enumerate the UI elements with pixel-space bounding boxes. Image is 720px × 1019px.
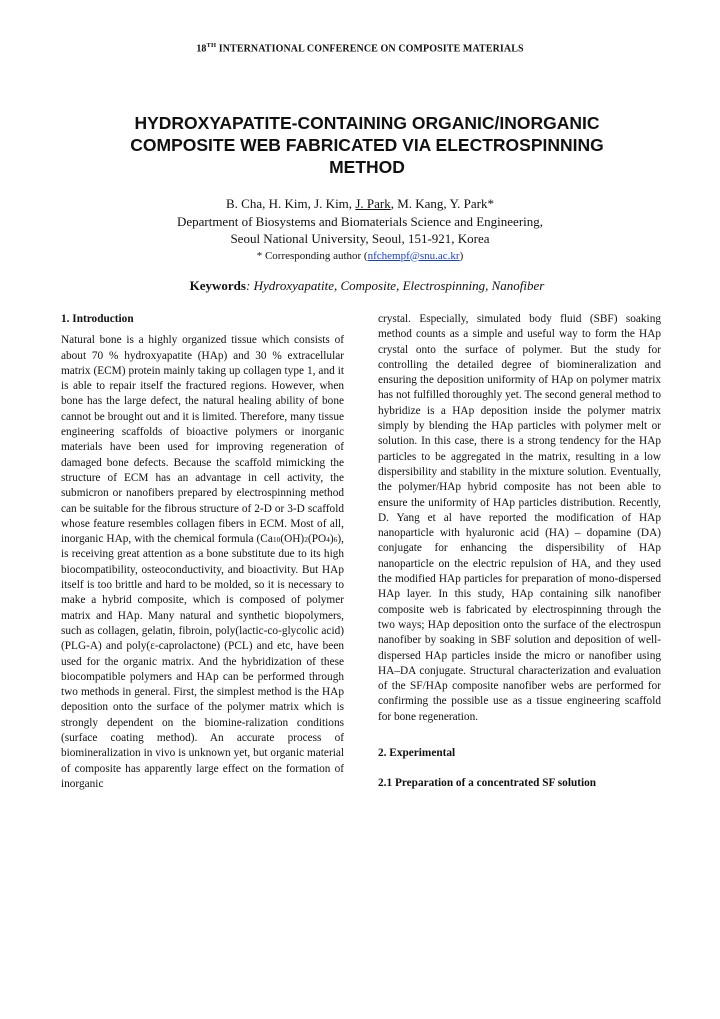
section-spacer xyxy=(378,725,661,746)
presenting-author: J. Park xyxy=(355,196,391,211)
header-text: INTERNATIONAL CONFERENCE ON COMPOSITE MATERIALS xyxy=(218,43,524,55)
introduction-paragraph xyxy=(61,333,344,792)
header-ordinal: 18 xyxy=(196,43,207,55)
keywords-separator: : xyxy=(245,278,254,293)
affiliation-department: Department of Biosystems and Biomaterials Science and Engineering, xyxy=(176,213,544,229)
affiliation-university: Seoul National University, Seoul, 151-921, Korea xyxy=(230,231,490,246)
email-link[interactable]: nfchempf@snu.ac.kr xyxy=(367,249,460,262)
keywords-text: Hydroxyapatite, Composite, Electrospinning, Nanofiber xyxy=(253,278,545,293)
authors-before: B. Cha, H. Kim, J. Kim, xyxy=(226,196,356,211)
formula-mid-3: ) xyxy=(329,533,334,546)
formula-sub-3: 4 xyxy=(326,535,330,545)
introduction-continued-paragraph: crystal. Especially, simulated body fluid (SBF) soaking method counts as a simple and useful way to form the HAp crystal onto the surface of polymer. But the study for controlling the detailed degree of biomineralization and ensuring the deposition uniformity of HAp on polymer matrix has not fulfilled thoroughly yet. The second general method to hybridize is a HAp deposition inside the polymer matrix simply by blending the HAp particles with polymer melt or solution. In this case, there is a strong tendency for the HAp particles to be aggregated in the matrix, resulting in a low dispersibility and stability in the mixture solution. Eventually, the polymer/HAp hybrid composite has not been able to ensure the uniformity of HAp particles distribution. Recently, D. Yang et al have reported the modification of HAp nanoparticle with hyaluronic acid (HA) – dopamine (DA) conjugate for enhancing the dispersibility of HAp nanoparticle on the electric repulsion of HA, and they used the modified HAp particles for preparation of mono-dispersed HAp layer. In this study, HAp containing silk nanofiber composite web is fabricated by electrospinning through the two ways; HAp deposition onto the surface of the electrospun nanofiber by soaking in SBF solution and deposition of well-dispersed HAp particles inside the micro or nanofiber using HA–DA conjugate. Structural characterization and evaluation of the SF/HAp composite nanofiber webs are performed for confirming the possible use as a tissue engineering scaffold for bone regeneration. xyxy=(378,313,661,723)
title-line-3: METHOD xyxy=(329,157,405,177)
intro-text-part2: ), is receiving great attention as a bone substitute due to its high biocompatibility, osteoconductivity, and bioactivity. But HAp itself is too brittle and hard to be molded, so it is necessary to make a hybrid composite, which is composed of polymer matrix and HAp. Many natural and synthetic biopolymers, such as collagen, gelatin, fibroin, poly(lactic-co-glycolic acid) (PLG-A) and poly(ε-caprolactone) (PCL) and etc, have been used for the organic matrix. And the hybridization of these biocompatible polymers and HAp can be performed through two methods in general. First, the simplest method is the HAp deposition onto the surface of the polymer matrix which is strongly dependent on the biomine-ralization conditions (surface coating method). An accurate process of biomineralization in vivo is unknown yet, but organic material of composite has apparently large effect on the formation of inorganic xyxy=(61,533,344,790)
author-block xyxy=(60,195,660,265)
subsection-heading-sf-solution: 2.1 Preparation of a concentrated SF solution xyxy=(378,777,597,790)
formula-sub-2: 2 xyxy=(304,535,308,545)
intro-text-part1: Natural bone is a highly organized tissue which consists of about 70 % hydroxyapatite (HAp) and 30 % extracellular matrix (ECM) protein mainly taking up collagen type 1, and it is able to repair itself the fractured regions. However, when bone has the large defect, the natural healing ability of bone cannot be brought out and it is limited. Therefore, many tissue engineering scaffolds of bioactive polymers or inorganic materials have been used for improving regeneration of damaged bone defects. Because the scaffold mimicking the structure of ECM has an advantage in cell activity, the submicron or nanofibers prepared by electrospinning method can be suitable for the fibrous structure of 2-D or 3-D scaffold whose feature resembles collagen fibers in ECM. Most of all, inorganic HAp, with the chemical formula (Ca xyxy=(61,334,344,546)
header-ordinal-suffix: TH xyxy=(206,42,217,49)
title-line-1: HYDROXYAPATITE-CONTAINING ORGANIC/INORGANIC xyxy=(134,113,600,133)
author-list xyxy=(60,195,660,213)
authors-after: , M. Kang, Y. Park* xyxy=(390,196,494,211)
corresponding-suffix: ) xyxy=(459,249,464,262)
section-heading-introduction: 1. Introduction xyxy=(61,313,134,325)
conference-header xyxy=(0,42,720,54)
right-column xyxy=(378,312,661,792)
corresponding-author xyxy=(60,248,660,266)
paper-title xyxy=(80,112,654,178)
formula-sub-4: 6 xyxy=(333,535,338,545)
corresponding-prefix: * Corresponding author ( xyxy=(256,249,368,262)
formula-mid-1: (OH) xyxy=(280,533,305,546)
title-line-2: COMPOSITE WEB FABRICATED VIA ELECTROSPINNING xyxy=(130,135,604,155)
keywords-line xyxy=(0,278,720,294)
formula-sub-1: 10 xyxy=(272,535,281,545)
section-heading-experimental: 2. Experimental xyxy=(378,747,456,760)
subsection-spacer xyxy=(378,767,661,776)
formula-mid-2: (PO xyxy=(307,533,327,546)
left-column xyxy=(61,312,344,792)
keywords-label: Keywords xyxy=(189,278,246,293)
